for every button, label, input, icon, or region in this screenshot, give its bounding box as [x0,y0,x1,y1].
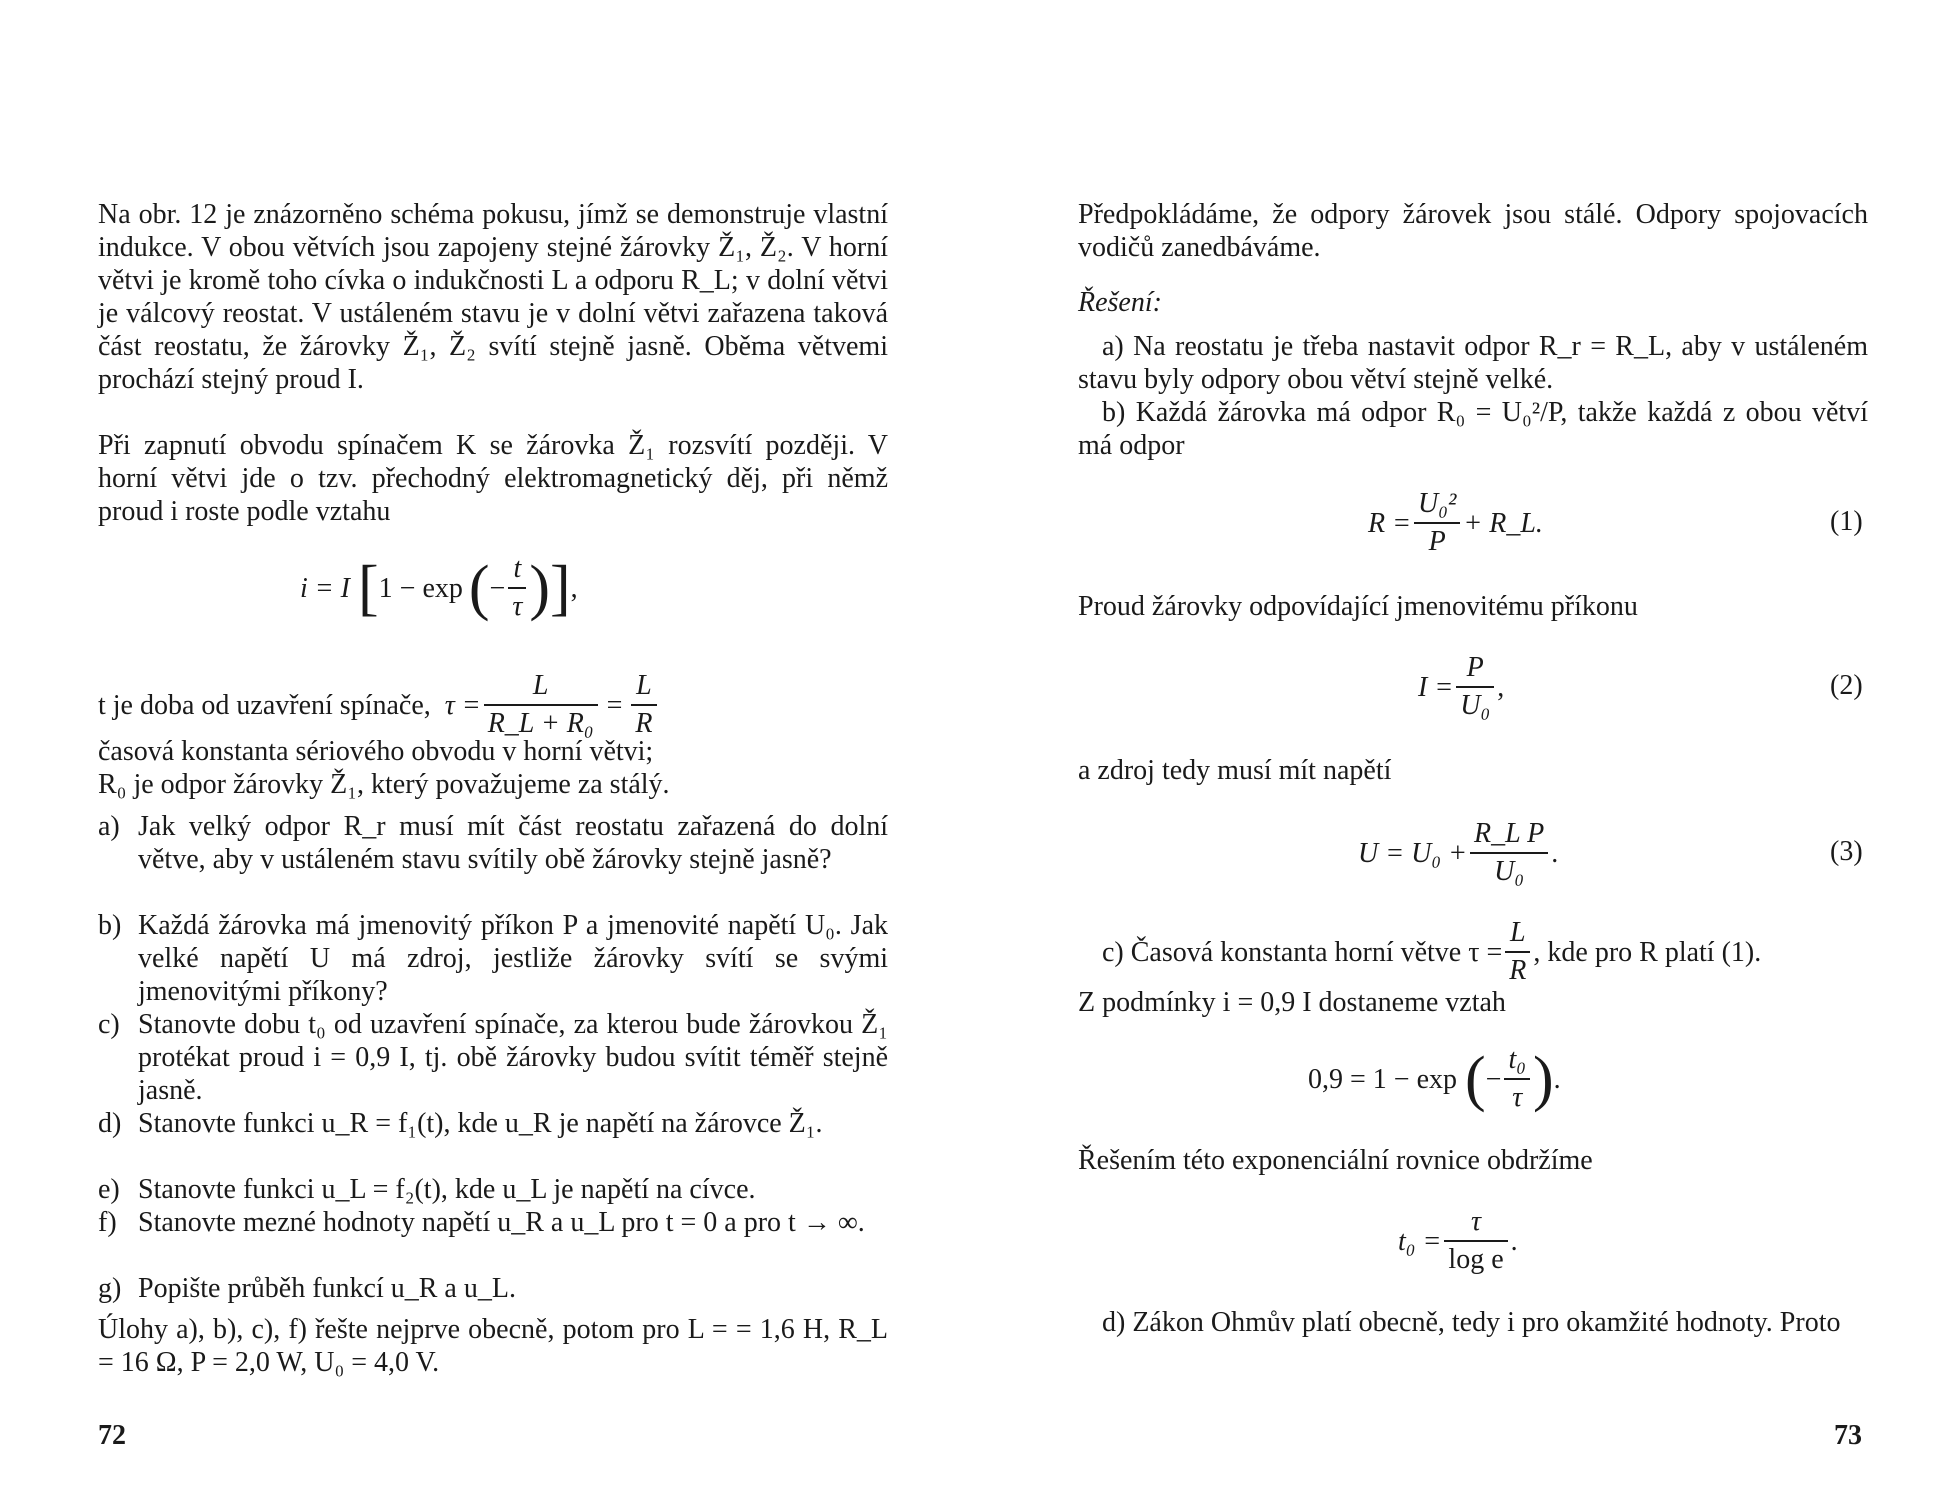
solution-b: b) Každá žárovka má odpor R₀ = U₀²/P, takže každá z obou větví má odpor [1078,397,1868,461]
tasks-paragraph: Úlohy a), b), c), f) řešte nejprve obecně, potom pro L = = 1,6 H, R_L = 16 Ω, P = 2,0 W, U₀ = 4,0 V. [98,1314,888,1378]
voltage-paragraph: a zdroj tedy musí mít napětí [1078,755,1392,786]
equation-5 [1398,1198,1698,1284]
list-text: Stanovte mezné hodnoty napětí u_R a u_L pro t = 0 a pro t → ∞. [138,1207,865,1238]
eq3-rhs: . [1551,837,1559,869]
eq3-den: U₀ [1494,856,1525,887]
tau-fraction-2 [631,670,656,740]
solution-d: d) Zákon Ohmův platí obecně, tedy i pro okamžité hodnoty. Proto [1102,1307,1841,1338]
tau-eq: τ = [444,689,481,721]
eq-denominator: τ [512,591,523,622]
right-page [978,0,1956,1500]
solution-c-num: L [1505,917,1530,953]
solution-c-end: , kde pro R platí (1). [1533,936,1762,968]
eq4-num: t₀ [1504,1044,1530,1080]
list-label: c) [98,1009,120,1040]
eq1-fraction [1414,488,1460,558]
eq4-den: τ [1512,1082,1523,1113]
list-label: f) [98,1207,117,1238]
list-label: d) [98,1108,122,1139]
solution-c-fraction [1505,917,1530,987]
eq-lhs: i = I [300,572,350,604]
equation-4: 0,9 = 1 − exp ( − $\frac{\text{t₀}}{\tau}$ ) . [1308,1044,1561,1113]
solution-c-den: R [1509,955,1527,986]
tau-num-1: L [484,670,598,706]
equation-3 [1358,810,1738,896]
eq2-num: P [1456,652,1494,688]
page-number-right: 73 [1834,1420,1862,1451]
eq1-den: P [1428,526,1446,557]
list-label: g) [98,1273,122,1304]
eq5-rhs: . [1510,1225,1518,1257]
tau-den-2: R [635,708,653,739]
eq5-den: log e [1448,1244,1504,1275]
eq3-lhs: U = U₀ + [1358,837,1467,869]
eq2-rhs: , [1497,671,1505,703]
eq1-lhs: R = [1368,507,1411,539]
eq5-fraction [1444,1206,1507,1276]
time-constant-line: časová konstanta sériového obvodu v horní větvi; [98,736,654,767]
list-text: Každá žárovka má jmenovitý příkon P a jmenovité napětí U₀. Jak velké napětí U má zdroj, jestliže žárovky svítí se svými jmenovitými příkony? [138,910,888,1007]
list-label: e) [98,1174,120,1205]
current-paragraph: Proud žárovky odpovídající jmenovitému příkonu [1078,591,1638,622]
solution-heading: Řešení: [1078,287,1162,318]
tau-fraction-1 [484,670,598,740]
list-text: Stanovte funkci u_R = f₁(t), kde u_R je napětí na žárovce Ž₁. [138,1108,823,1139]
equation-number-3: (3) [1830,836,1863,867]
equation-1 [1368,480,1668,566]
list-text: Popište průběh funkcí u_R a u_L. [138,1273,516,1304]
tau-definition: t je doba od uzavření spínače, τ = $\frac{L}{\text{R\_L + R₀}}$ = $\frac{L}{R}$ [98,665,898,745]
eq3-fraction [1470,818,1548,888]
eq1-num: U₀² [1414,488,1460,524]
resistance-line: R₀ je odpor žárovky Ž₁, který považujeme za stálý. [98,769,670,800]
tau-den-1: R_L + R₀ [487,708,594,739]
eq-fraction [508,553,526,623]
eq1-rhs: + R_L. [1463,507,1543,539]
intro-paragraph: Na obr. 12 je znázorněno schéma pokusu, jímž se demonstruje vlastní indukce. V obou větvích jsou zapojeny stejné žárovky Ž₁, Ž₂. V horní větvi je kromě toho cívka o indukčnosti L a odporu R_L; v dolní větvi je válcový reostat. V ustáleném stavu je v dolní větvi zařazena taková část reostatu, že žárovky Ž₁, Ž₂ svítí stejně jasně. Oběma větvemi prochází stejný proud I. [98,199,888,395]
eq4-lhs: 0,9 = 1 − exp [1308,1063,1458,1095]
current-equation: i = I [ 1 − exp ( − $\frac{t}{\tau}$ )] , [300,553,578,622]
tau-text: t je doba od uzavření spínače, [98,689,431,721]
eq5-lhs: t₀ = [1398,1225,1442,1257]
equation-number-2: (2) [1830,670,1863,701]
page-number-left: 72 [98,1420,126,1451]
eq2-fraction [1456,652,1494,722]
solution-c [1102,912,1892,992]
eq5-num: τ [1444,1206,1507,1242]
transient-paragraph: Při zapnutí obvodu spínačem K se žárovka Ž₁ rozsvítí později. V horní větvi jde o tzv. přechodný elektromagnetický děj, při němž proud i roste podle vztahu [98,430,888,527]
solution-c-start: c) Časová konstanta horní větve τ = [1102,936,1503,968]
eq2-lhs: I = [1418,671,1454,703]
list-text: Jak velký odpor R_r musí mít část reostatu zařazená do dolní větve, aby v ustáleném stavu svítily obě žárovky stejně jasně? [138,811,888,875]
condition-paragraph: Z podmínky i = 0,9 I dostaneme vztah [1078,987,1506,1018]
eq2-den: U₀ [1460,690,1491,721]
assumption-paragraph: Předpokládáme, že odpory žárovek jsou stálé. Odpory spojovacích vodičů zanedbáváme. [1078,199,1868,263]
list-text: Stanovte dobu t₀ od uzavření spínače, za kterou bude žárovkou Ž₁ protékat proud i = 0,9 I, tj. obě žárovky budou svítit téměř stejně jasně. [138,1009,888,1106]
equation-number-1: (1) [1830,506,1863,537]
list-label: b) [98,910,122,941]
list-label: a) [98,811,120,842]
solving-paragraph: Řešením této exponenciální rovnice obdržíme [1078,1145,1593,1176]
eq-inner: 1 − exp [378,572,463,604]
solution-a: a) Na reostatu je třeba nastavit odpor R_r = R_L, aby v ustáleném stavu byly odpory obou větví stejně velké. [1078,331,1868,395]
eq-numerator: t [508,553,526,589]
list-text: Stanovte funkci u_L = f₂(t), kde u_L je napětí na cívce. [138,1174,756,1205]
eq4-fraction [1504,1044,1530,1114]
tau-num-2: L [631,670,656,706]
equation-2 [1418,644,1718,730]
eq3-num: R_L P [1470,818,1548,854]
